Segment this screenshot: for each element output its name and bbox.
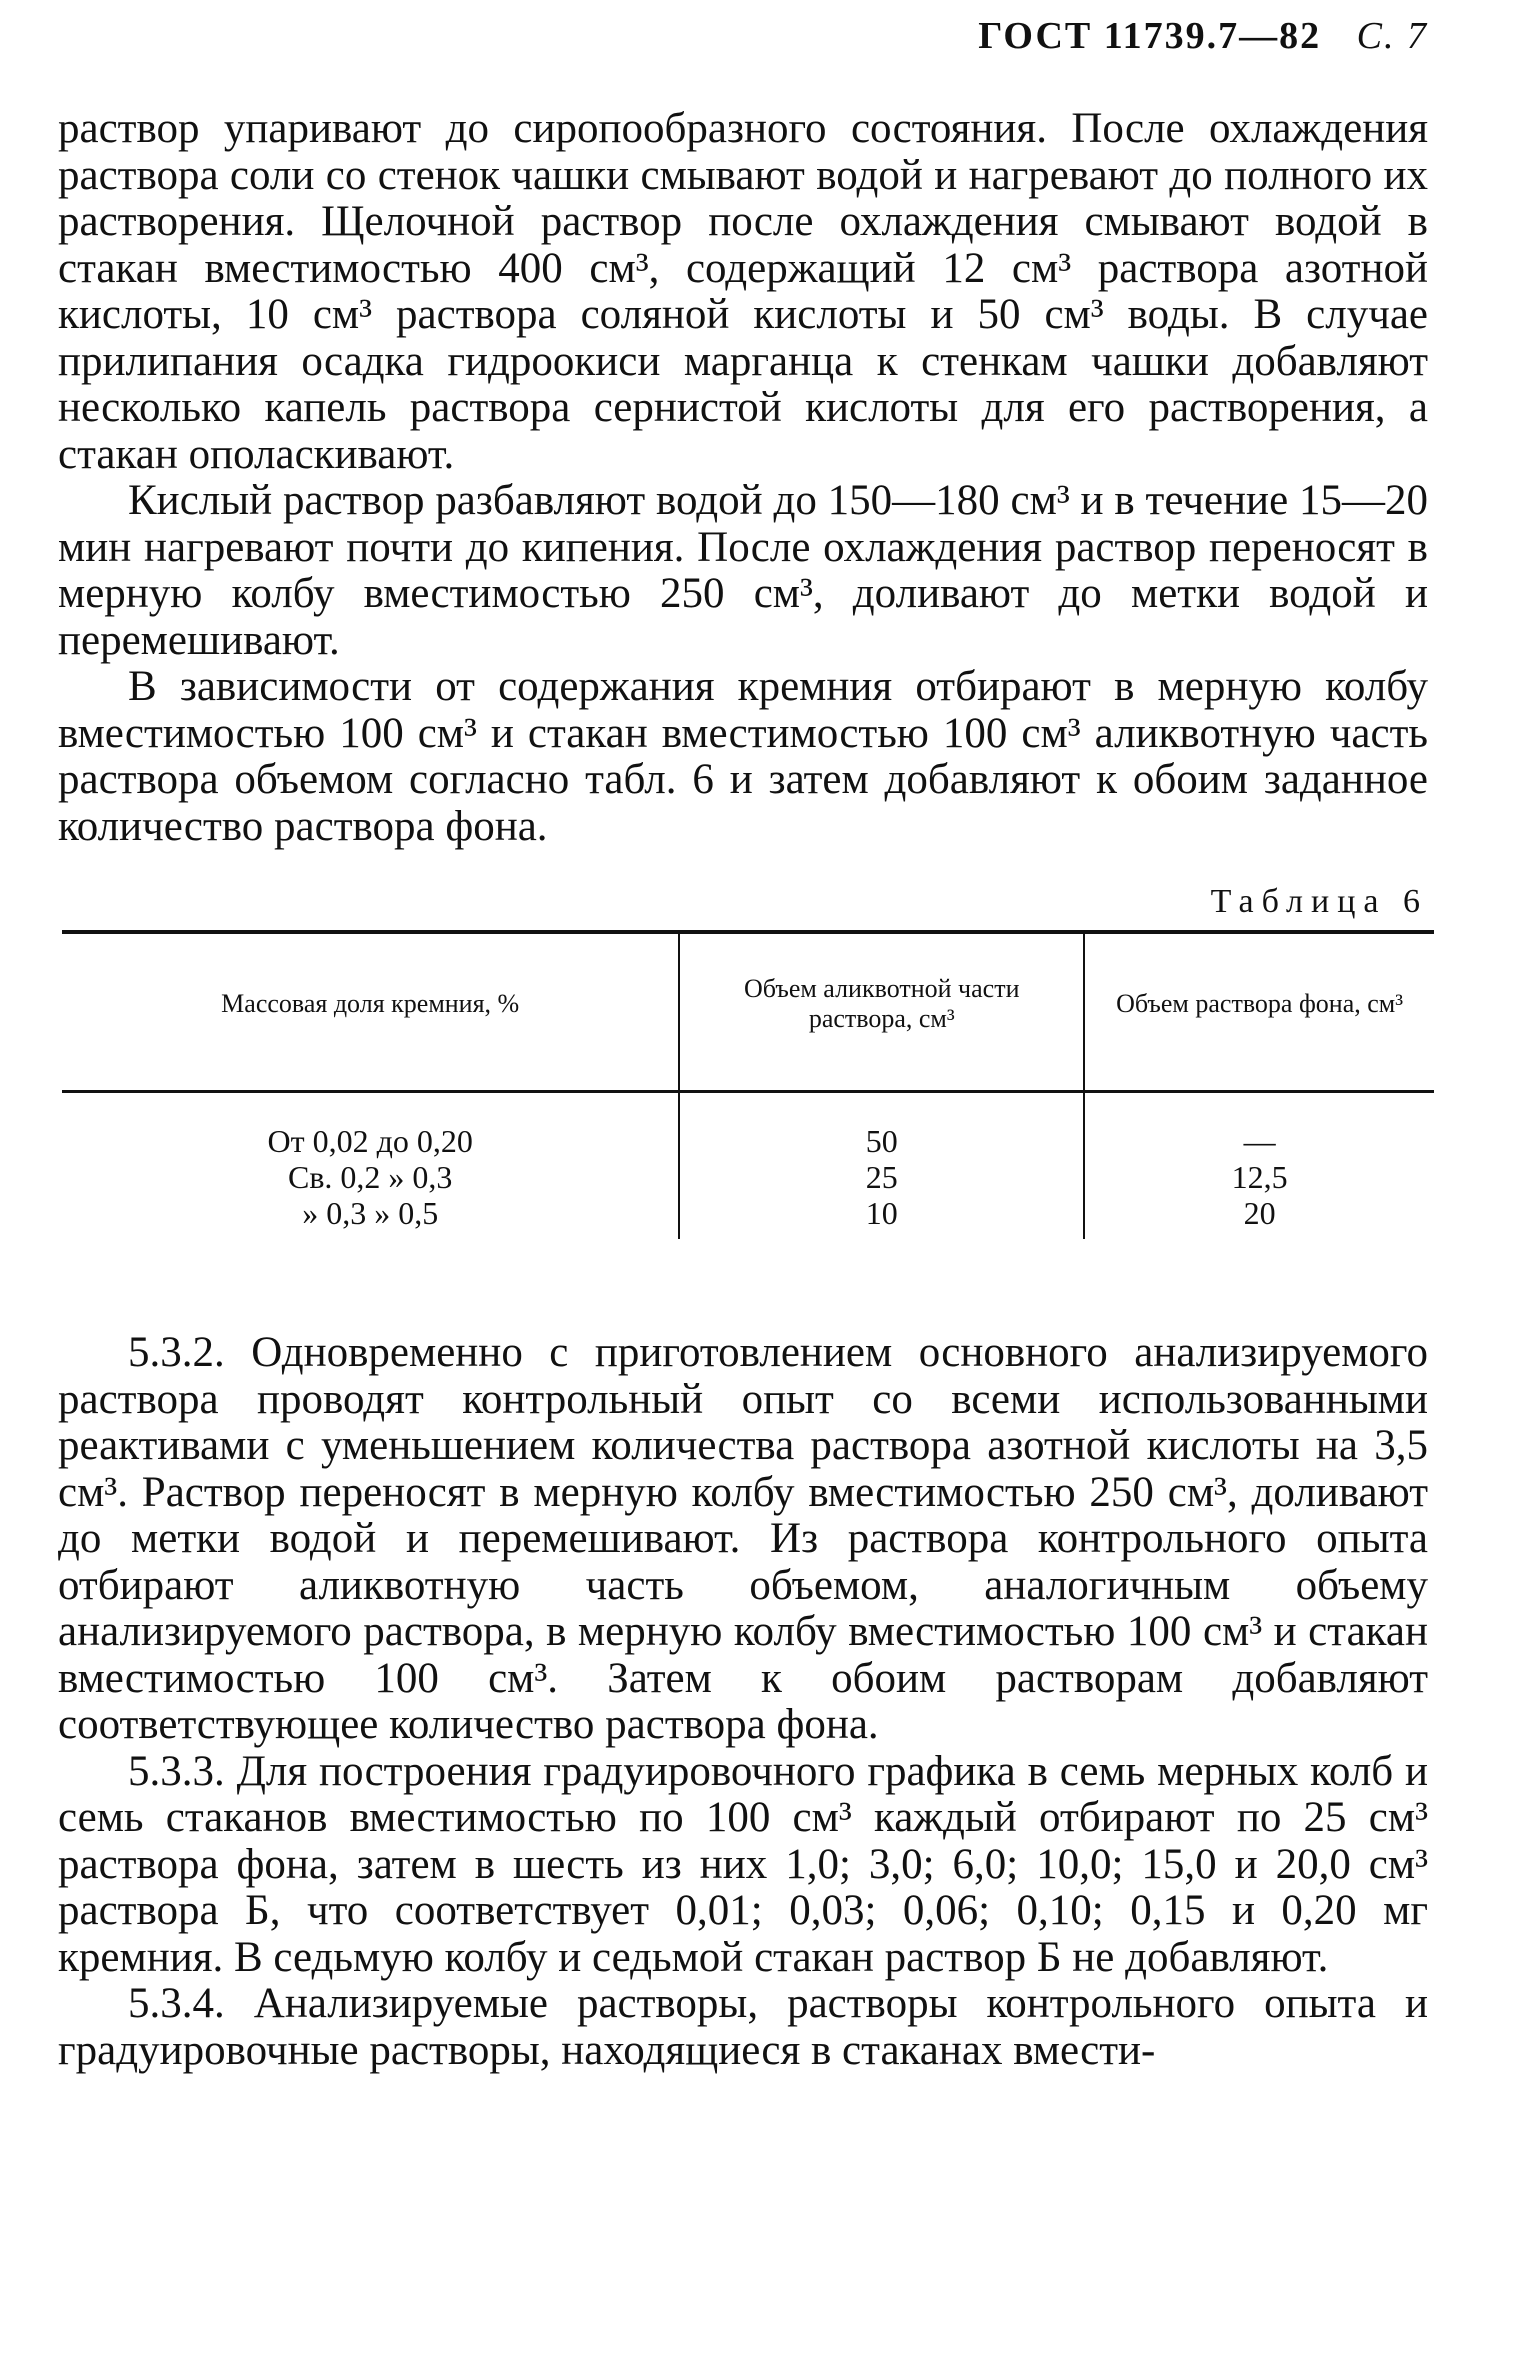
table-6 <box>62 930 1434 1239</box>
paragraph-5-3-2: 5.3.2. Одновременно с приготовлением основного анализируемого раствора проводят контрольный опыт со всеми использованными реактивами с уменьшением количества раствора азотной кислоты на 3,5 см³. Раствор переносят в мерную колбу вместимостью 250 см³, доливают до метки водой и перемешивают. Из раствора контрольного опыта отбирают аликвотную часть объемом, аналогичным объему анализируемого раствора, в мерную колбу вместимостью 100 см³ и стакан вместимостью 100 см³. Затем к обоим растворам добавляют соответствующее количество раствора фона. <box>58 1329 1428 1748</box>
table-cell: 25 <box>865 1159 898 1195</box>
body-text-top <box>58 106 1428 850</box>
header-background-volume: Объем раствора фона, см³ <box>1084 932 1434 1092</box>
table-cell: 50 <box>865 1123 898 1159</box>
header-aliquot-volume: Объем аликвотной части раствора, см³ <box>679 932 1084 1092</box>
table-cell: 12,5 <box>1231 1159 1288 1195</box>
paragraph-continuation: раствор упаривают до сиропообразного состояния. После охлаждения раствора соли со стенок чашки смывают водой и нагревают до полного их растворения. Щелочной раствор после охлаждения смывают водой в стакан вместимостью 400 см³, содержащий 12 см³ раствора азотной кислоты, 10 см³ раствора соляной кислоты и 50 см³ воды. В случае прилипания осадка гидроокиси марганца к стенкам чашки добавляют несколько капель раствора сернистой кислоты для его растворения, а стакан ополаскивают. <box>58 105 1428 478</box>
column-background-volume <box>1084 1092 1434 1240</box>
body-text-bottom <box>58 1330 1428 2074</box>
table-cell: 20 <box>1243 1195 1276 1231</box>
paragraph-5-3-4: 5.3.4. Анализируемые растворы, растворы контрольного опыта и градуировочные растворы, находящиеся в стаканах вмести- <box>58 1980 1428 2074</box>
paragraph-5-3-3: 5.3.3. Для построения градуировочного графика в семь мерных колб и семь стаканов вместимостью по 100 см³ каждый отбирают по 25 см³ раствора фона, затем в шесть из них 1,0; 3,0; 6,0; 10,0; 15,0 и 20,0 см³ раствора Б, что соответствует 0,01; 0,03; 0,06; 0,10; 0,15 и 0,20 мг кремния. В седьмую колбу и седьмой стакан раствор Б не добавляют. <box>58 1747 1428 1981</box>
header-silicon-fraction: Массовая доля кремния, % <box>62 932 679 1092</box>
column-aliquot-volume <box>679 1092 1084 1240</box>
page-number: С. 7 <box>1356 15 1428 57</box>
table-cell: — <box>1243 1123 1276 1159</box>
column-silicon-fraction <box>62 1092 679 1240</box>
table-cell: От 0,02 до 0,20 <box>267 1123 473 1159</box>
table-cell: Св. 0,2 » 0,3 <box>287 1159 453 1195</box>
standard-number: ГОСТ 11739.7—82 <box>978 15 1322 57</box>
page-header <box>978 14 1428 58</box>
table-header-row <box>62 932 1434 1092</box>
table-cell: 10 <box>865 1195 898 1231</box>
paragraph-aliquot: В зависимости от содержания кремния отбирают в мерную колбу вместимостью 100 см³ и стакан вместимостью 100 см³ аликвотную часть раствора объемом согласно табл. 6 и затем добавляют к обоим заданное количество раствора фона. <box>58 663 1428 850</box>
paragraph-acid-solution: Кислый раствор разбавляют водой до 150—180 см³ и в течение 15—20 мин нагревают почти до кипения. После охлаждения раствор переносят в мерную колбу вместимостью 250 см³, доливают до метки водой и перемешивают. <box>58 477 1428 664</box>
table-cell: » 0,3 » 0,5 <box>302 1195 439 1231</box>
table-caption: Таблица 6 <box>1210 883 1428 920</box>
table-body-row <box>62 1092 1434 1240</box>
